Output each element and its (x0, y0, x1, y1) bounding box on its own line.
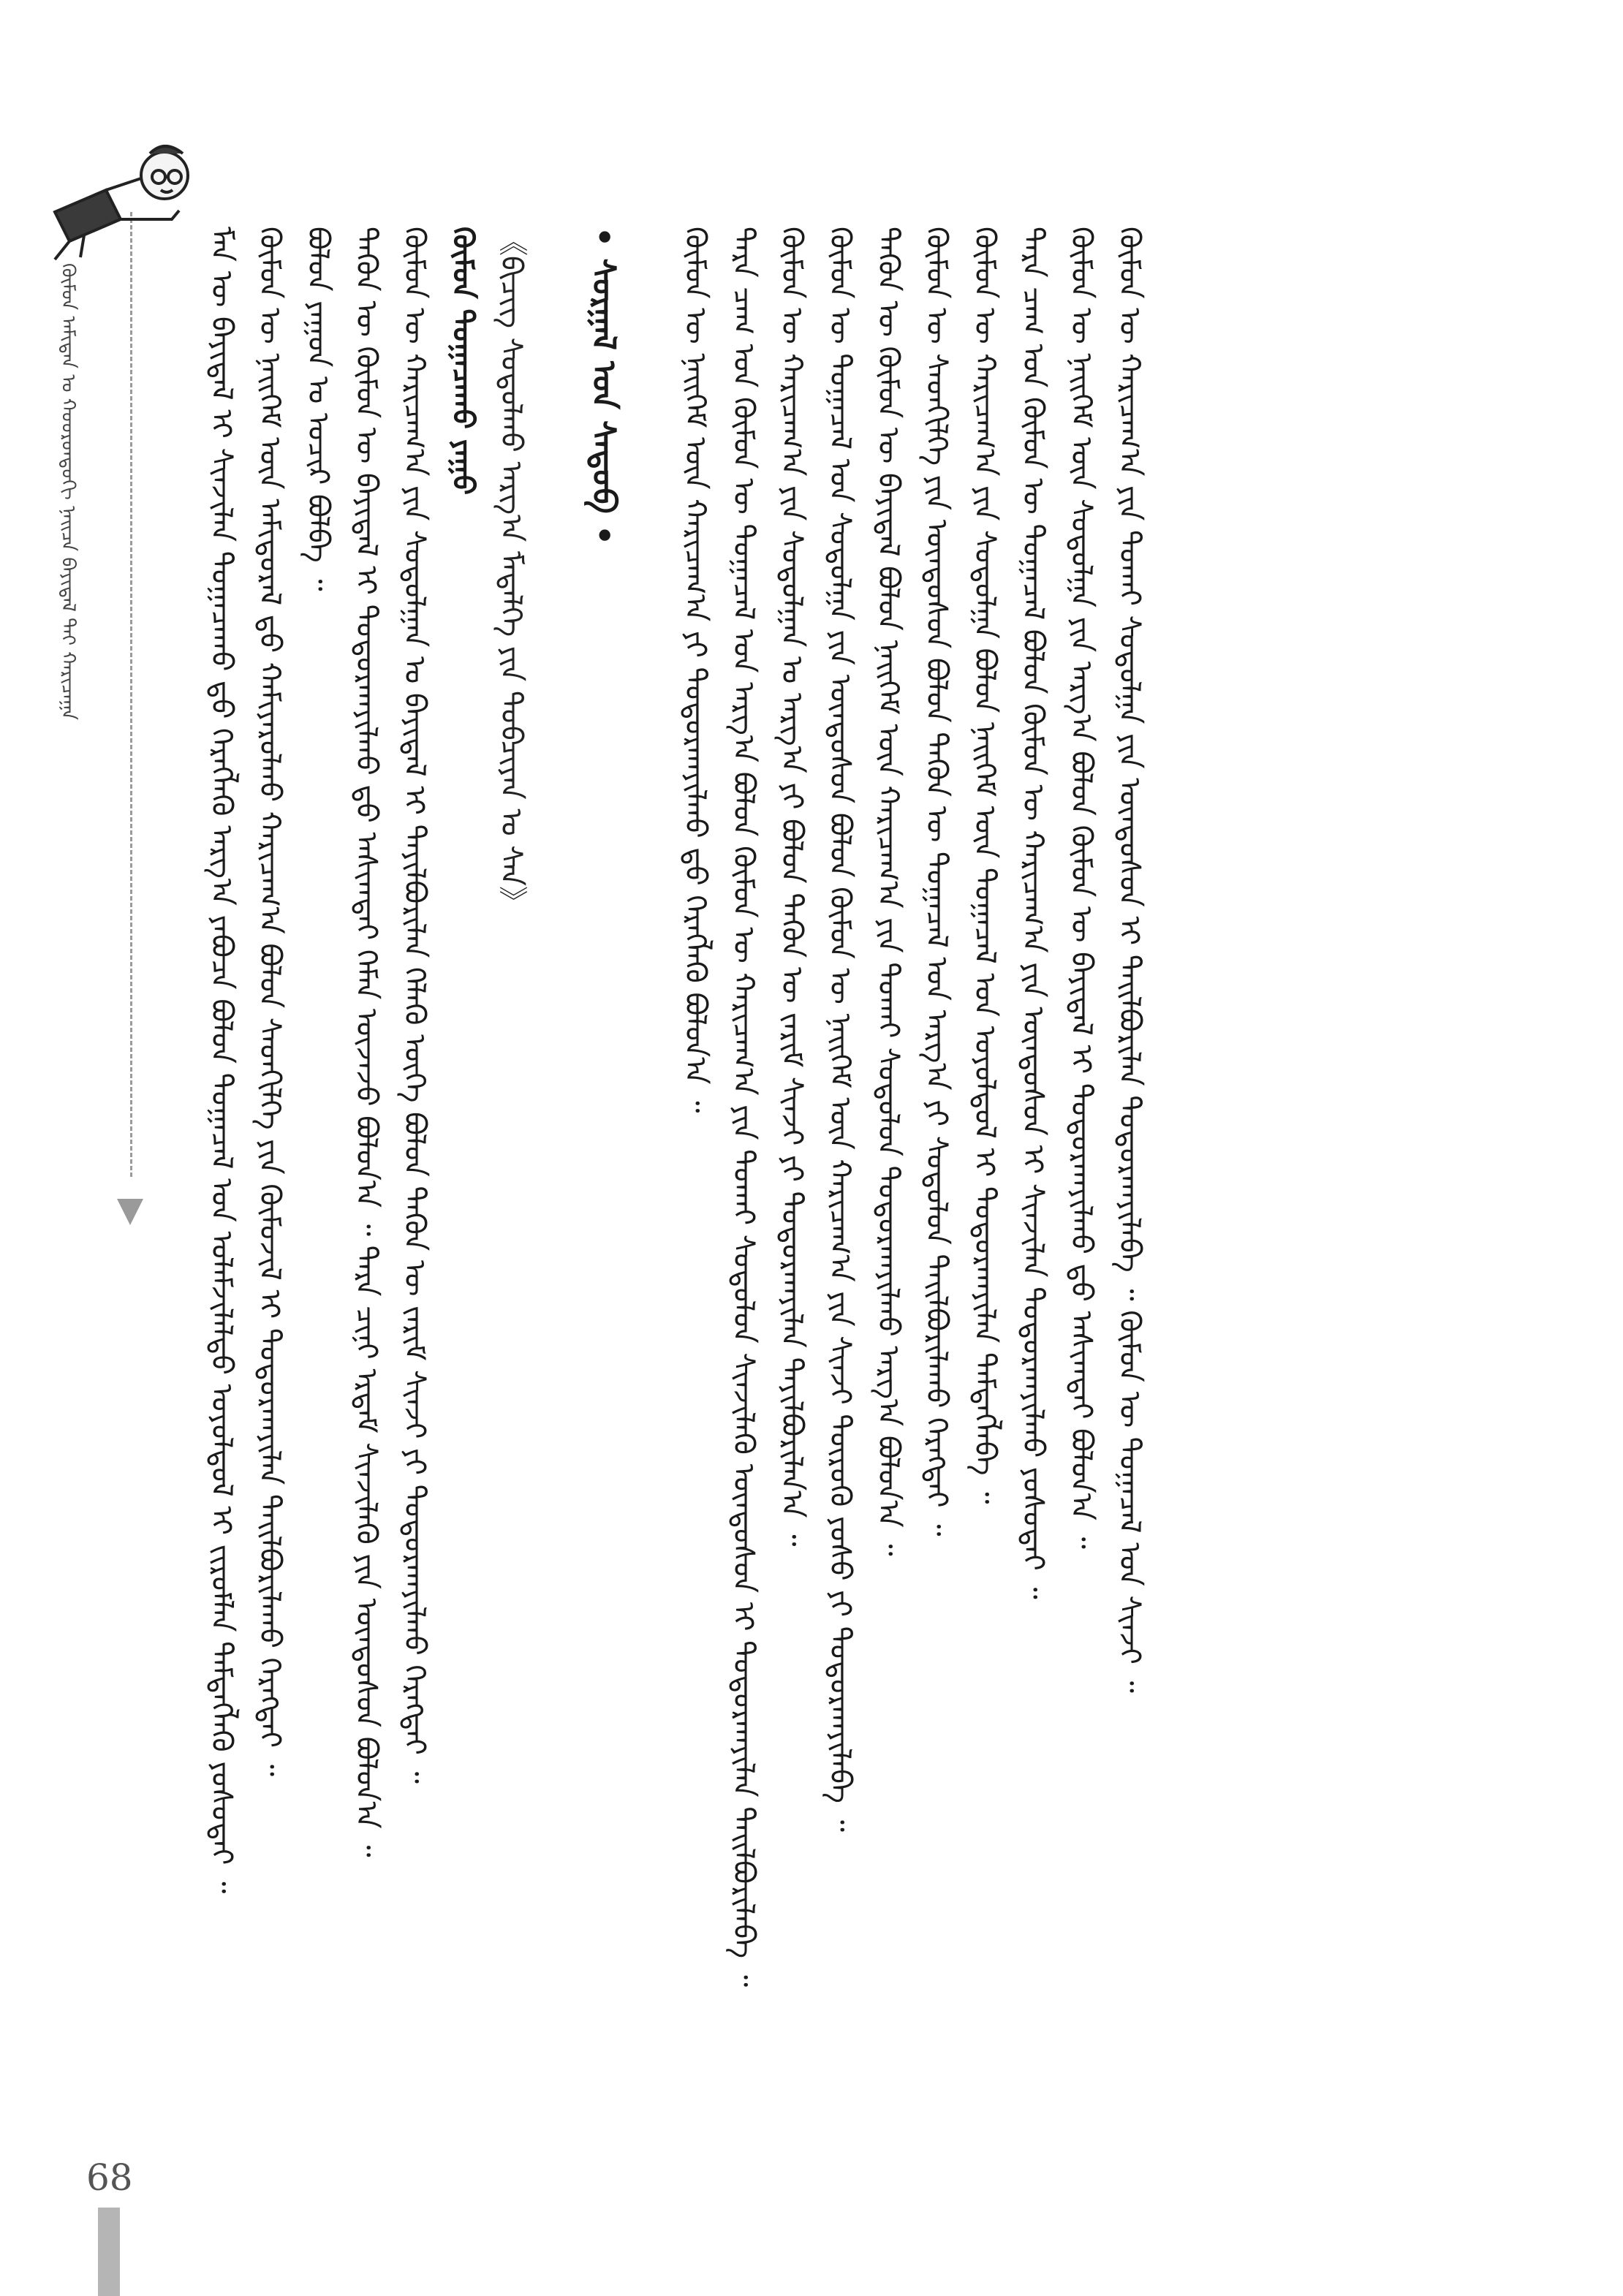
page-number: 68 (86, 2156, 133, 2199)
body-after-column-3: ᠬᠦᠮᠦᠨ ᠦ ᠬᠠᠷᠢᠴᠠᠭ᠎ᠠ ᠶᠢᠨ ᠰᠤᠳᠤᠯᠭᠠᠨ ᠤ ᠠᠷᠭ᠎ᠠ ᠶᠢ ᠪᠣᠯᠤᠨ ᠲᠡᠭᠦᠨ ᠦ ᠵᠠᠷᠢᠮ ᠰᠢᠨᠵᠢ ᠶᠢ ᠲᠣᠳᠣᠷᠬᠠᠶᠢᠯᠠᠨ ᠲᠠᠶᠢᠯᠪᠤᠷᠢᠯᠠᠨ᠎ᠠ ᠃ (775, 227, 809, 1547)
body-after-column-10: ᠬᠦᠮᠦᠨ ᠦ ᠬᠠᠷᠢᠴᠠᠭ᠎ᠠ ᠶᠢᠨ ᠲᠤᠬᠠᠢ ᠰᠤᠳᠤᠯᠭᠠ ᠶᠢᠨ ᠦᠨᠳᠦᠰᠦᠨ ᠢ ᠲᠠᠢᠯᠪᠤᠷᠢᠯᠠᠨ ᠲᠣᠳᠣᠷᠬᠠᠶᠢᠯᠠᠪᠠ ᠃ ᠬᠦᠮᠦᠨ ᠦ ᠲᠣᠭᠠᠴᠠᠯ ᠤᠨ ᠰᠢᠨᠵᠢ ᠃ (1113, 227, 1146, 1693)
page-corner-bar (98, 2208, 120, 2296)
running-header: ᠬᠦᠮᠦᠨ ᠠᠮᠢᠲᠠᠨ ᠤ ᠬᠣᠣᠷᠣᠨᠳᠣᠬᠢ ᠨᠡᠢᠴᠡ ᠪᠠᠶᠢᠳᠠᠯ ᠲᠠᠢ ᠬᠠᠷᠢᠴᠠᠭᠠ (57, 263, 79, 720)
body-after-column-4: ᠬᠦᠮᠦᠨ ᠦ ᠲᠣᠭᠠᠴᠠᠯ ᠤᠨ ᠰᠤᠳᠤᠯᠭᠠ ᠶᠢᠨ ᠦᠨᠳᠦᠰᠦᠨ ᠪᠣᠯᠤᠨ ᠬᠦᠮᠦᠨ ᠦ ᠨᠡᠢᠭᠡᠮ ᠦᠨ ᠬᠠᠷᠢᠴᠠᠭ᠎ᠠ ᠶᠢᠨ ᠰᠢᠨᠵᠢ ᠲᠦᠷᠦᠬᠦ ᠶᠤᠰᠤ ᠶᠢ ᠲᠣᠳᠣᠷᠬᠠᠶᠢᠯᠠᠪᠠ ᠃ (823, 227, 857, 1833)
body-after-column-2: ᠲᠡᠷᠡ ᠴᠠᠭ ᠤᠨ ᠬᠦᠮᠦᠨ ᠦ ᠲᠣᠭᠠᠴᠠᠯ ᠤᠨ ᠠᠷᠭ᠎ᠠ ᠪᠣᠯᠤᠨ ᠬᠦᠮᠦᠨ ᠦ ᠬᠠᠷᠢᠴᠠᠭ᠎ᠠ ᠶᠢᠨ ᠲᠤᠬᠠᠢ ᠰᠤᠳᠤᠯᠤᠨ ᠰᠢᠨᠵᠢᠯᠡᠬᠦ ᠦᠨᠳᠦᠰᠦᠨ ᠢ ᠲᠣᠳᠣᠷᠬᠠᠶᠢᠯᠠᠨ ᠲᠠᠢᠯᠪᠤᠷᠢᠯᠠᠪᠠ ᠃ (727, 227, 760, 1988)
bold-heading: ᠬᠦᠮᠦᠨ ᠲᠣᠭᠠᠴᠠᠬᠤ ᠶᠠᠭᠤ (446, 227, 480, 496)
mascot-body (55, 146, 188, 259)
body-column-4: ᠲᠡᠭᠦᠨ ᠦ ᠬᠦᠮᠦᠨ ᠦ ᠪᠠᠶᠢᠳᠠᠯ ᠢ ᠲᠣᠳᠣᠷᠬᠠᠶᠢᠯᠬᠤ ᠳ᠋ᠤ ᠠᠰᠢᠭᠲᠠᠢ ᠬᠡᠮᠡᠨ ᠦᠵᠡᠵᠦ ᠪᠣᠯᠣᠨ᠎ᠠ ᠃ ᠲᠡᠷᠡ ᠴᠢᠨᠢ ᠡᠷᠳᠡᠮ ᠰᠢᠨᠵᠢᠯᠡᠬᠦ ᠶᠢᠨ ᠦᠨᠳᠦᠰᠦᠨ ᠪᠣᠯᠤᠨ᠎ᠠ ᠃ (349, 227, 383, 1857)
header-dashed-rule (130, 212, 132, 1177)
body-after-column-5: ᠲᠡᠭᠦᠨ ᠦ ᠬᠦᠮᠦᠨ ᠦ ᠪᠠᠶᠢᠳᠠᠯ ᠪᠣᠯᠤᠨ ᠨᠡᠢᠭᠡᠮ ᠦᠨ ᠬᠠᠷᠢᠴᠠᠭ᠎ᠠ ᠶᠢᠨ ᠲᠤᠬᠠᠢ ᠰᠤᠳᠤᠯᠤᠨ ᠲᠣᠳᠣᠷᠬᠠᠶᠢᠯᠬᠤ ᠠᠷᠭ᠎ᠠ ᠪᠣᠯᠤᠨ᠎ᠠ ᠃ (871, 227, 905, 1556)
section-title: • ᠰᠤᠷᠭᠠᠯ ᠤᠨ ᠰᠡᠳᠦᠪ • (585, 227, 622, 546)
body-after-column-8: ᠲᠡᠷᠡ ᠴᠠᠭ ᠤᠨ ᠬᠦᠮᠦᠨ ᠦ ᠲᠣᠭᠠᠴᠠᠯ ᠪᠣᠯᠤᠨ ᠬᠦᠮᠦᠨ ᠦ ᠬᠠᠷᠢᠴᠠᠭ᠎ᠠ ᠶᠢᠨ ᠦᠨᠳᠦᠰᠦᠨ ᠢ ᠰᠢᠨᠵᠢᠯᠡᠨ ᠲᠣᠳᠣᠷᠬᠠᠶᠢᠯᠬᠤ ᠶᠤᠰᠤᠲᠠᠢ ᠃ (1016, 227, 1050, 1599)
cartoon-reader-mascot-icon (40, 132, 201, 263)
body-after-column-1: ᠬᠦᠮᠦᠨ ᠦ ᠨᠡᠢᠭᠡᠮ ᠦᠨ ᠬᠠᠷᠢᠴᠠᠭ᠎ᠠ ᠶᠢ ᠲᠣᠳᠣᠷᠬᠠᠶᠢᠯᠬᠤ ᠳ᠋ᠤ ᠬᠡᠷᠡᠭᠯᠡᠬᠦ ᠪᠣᠯᠤᠨ᠎ᠠ ᠃ (678, 227, 712, 1113)
body-column-2: ᠬᠦᠮᠦᠨ ᠦ ᠨᠡᠢᠭᠡᠮ ᠦᠨ ᠠᠮᠢᠳᠤᠷᠠᠯ ᠳ᠋ᠤ ᠬᠠᠮᠢᠶᠠᠷᠤᠯᠬᠤ ᠬᠠᠷᠢᠴᠠᠭ᠎ᠠ ᠪᠣᠯᠤᠨ ᠰᠡᠳᠬᠢᠯᠭᠡ ᠶᠢᠨ ᠬᠦᠮᠦᠵᠢᠯ ᠢ ᠲᠣᠳᠣᠷᠬᠠᠶᠢᠯᠠᠨ ᠲᠠᠢᠯᠪᠤᠷᠢᠯᠠᠬᠤ ᠬᠡᠷᠡᠭᠲᠡᠢ ᠃ (253, 227, 287, 1777)
body-column-5: ᠬᠦᠮᠦᠨ ᠦ ᠬᠠᠷᠢᠴᠠᠭ᠎ᠠ ᠶᠢᠨ ᠰᠤᠳᠤᠯᠭᠠᠨ ᠤ ᠪᠠᠶᠢᠳᠠᠯ ᠢ ᠲᠠᠶᠢᠯᠪᠤᠷᠢᠯᠠᠨ ᠬᠡᠯᠡᠬᠦ ᠦᠭᠡ ᠪᠣᠯᠤᠨ ᠲᠡᠭᠦᠨ ᠦ ᠵᠠᠷᠢᠮ ᠰᠢᠨᠵᠢ ᠶᠢ ᠲᠣᠳᠣᠷᠬᠠᠶᠢᠯᠬᠤ ᠬᠡᠷᠡᠭᠲᠡᠢ ᠃ (398, 227, 431, 1784)
body-after-column-7: ᠬᠦᠮᠦᠨ ᠦ ᠬᠠᠷᠢᠴᠠᠭ᠎ᠠ ᠶᠢᠨ ᠰᠤᠳᠤᠯᠭᠠ ᠪᠣᠯᠤᠨ ᠨᠡᠢᠭᠡᠮ ᠦᠨ ᠲᠣᠭᠠᠴᠠᠯ ᠤᠨ ᠤᠶᠤᠯᠳᠤᠯ ᠢ ᠲᠣᠳᠣᠷᠬᠠᠶᠢᠯᠠᠨ ᠲᠡᠮᠳᠡᠭᠯᠡᠪᠡ ᠃ (968, 227, 1002, 1504)
body-after-column-9: ᠬᠦᠮᠦᠨ ᠦ ᠨᠡᠢᠭᠡᠮ ᠦᠨ ᠰᠤᠳᠤᠯᠭᠠ ᠶᠢᠨ ᠠᠷᠭ᠎ᠠ ᠪᠣᠯᠤᠨ ᠬᠦᠮᠦᠨ ᠦ ᠪᠠᠶᠢᠳᠠᠯ ᠢ ᠲᠣᠳᠣᠷᠬᠠᠶᠢᠯᠬᠤ ᠳ᠋ᠤ ᠠᠰᠢᠭᠲᠠᠢ ᠪᠣᠯᠤᠨ᠎ᠠ ᠃ (1064, 227, 1098, 1549)
rule-arrow-icon (117, 1199, 143, 1225)
book-reference: 《ᠪᠢᠴᠢᠭ ᠰᠤᠳᠤᠯᠬᠤ ᠠᠷᠭ᠎ᠠ ᠮᠡᠳᠡᠯᠭᠡ ᠶᠢᠨ ᠲᠣᠪᠴᠢᠶᠠᠨ ᠤ ᠰᠠᠨ》 (494, 227, 528, 916)
body-column-1: ᠮᠡᠨ ᠦ ᠪᠠᠶᠢᠳᠠᠯ ᠢ ᠰᠢᠨᠵᠢᠯᠡᠨ ᠲᠣᠭᠠᠴᠠᠬᠤ ᠳ᠋ᠤ ᠬᠡᠷᠡᠭᠯᠡᠬᠦ ᠠᠷᠭ᠎ᠠ ᠶᠠᠪᠤᠴᠠ ᠪᠣᠯᠤᠨ ᠲᠣᠭᠠᠴᠠᠯ ᠤᠨ ᠤᠯᠠᠮᠵᠢᠯᠠᠯᠲᠤ ᠤᠶᠤᠯᠳᠤᠯ ᠢ ᠵᠢᠷᠤᠮᠯᠠᠨ ᠲᠡᠮᠳᠡᠭᠯᠡᠬᠦ ᠶᠤᠰᠤᠲᠠᠢ ᠃ (205, 227, 238, 1894)
body-after-column-6: ᠬᠦᠮᠦᠨ ᠦ ᠰᠡᠳᠬᠢᠯᠭᠡ ᠶᠢᠨ ᠦᠨᠳᠦᠰᠦᠨ ᠪᠣᠯᠤᠨ ᠲᠡᠭᠦᠨ ᠦ ᠲᠣᠭᠠᠴᠠᠯ ᠤᠨ ᠠᠷᠭ᠎ᠠ ᠶᠢ ᠰᠤᠳᠤᠯᠤᠨ ᠲᠠᠢᠯᠪᠤᠷᠢᠯᠠᠬᠤ ᠬᠡᠷᠡᠭᠲᠡᠢ ᠃ (920, 227, 953, 1537)
body-column-3: ᠪᠣᠯᠤᠨ ᠶᠠᠭᠤᠨ ᠤ ᠤᠴᠢᠷ ᠪᠣᠯᠪᠠ ᠃ (301, 227, 335, 591)
mongolian-body-text (197, 227, 1440, 2098)
